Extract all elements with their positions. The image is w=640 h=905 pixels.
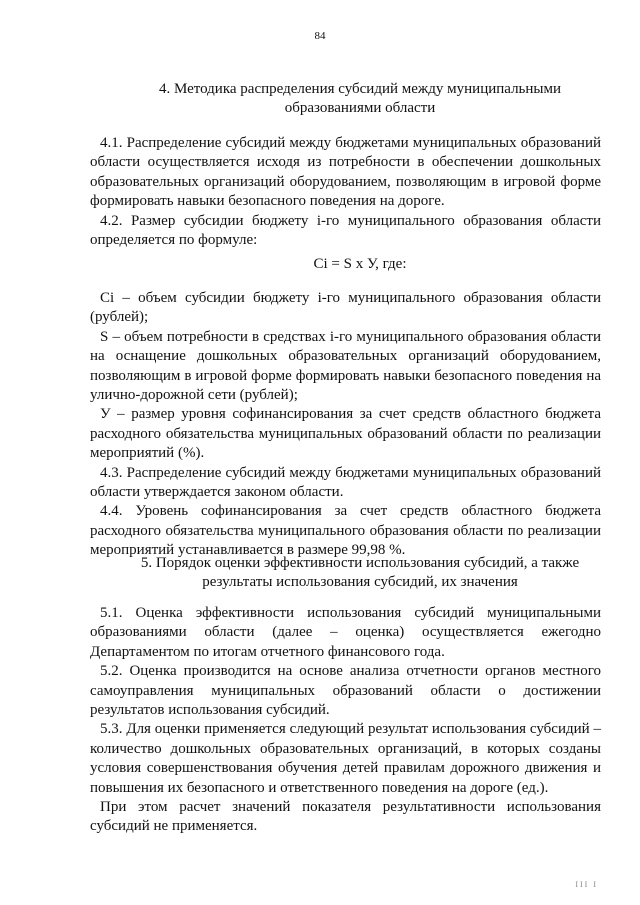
page-number: 84 — [314, 30, 326, 42]
paragraph-5-2: 5.2. Оценка производится на основе анализа отчетности органов местного самоуправления муниципальных образований области о достижении результатов использования субсидий. — [90, 663, 601, 719]
section-5-heading — [90, 554, 630, 592]
paragraph-4-2: 4.2. Размер субсидии бюджету i-го муниципального образования области определяется по формуле: — [90, 212, 601, 249]
section-4-heading-line1: 4. Методика распределения субсидий между муниципальными — [158, 81, 562, 97]
section-5-heading-line2: результаты использования субсидий, их значения — [202, 574, 518, 590]
corner-mark: III I — [575, 880, 598, 889]
definition-u: У – размер уровня софинансирования за счет средств областного бюджета расходного обязательства муниципальных образований области по реализации мероприятий (%). — [90, 406, 601, 462]
paragraph-4-1: 4.1. Распределение субсидий между бюджетами муниципальных образований области осуществляется исходя из потребности в обеспечении дошкольных образовательных организаций оборудованием, позволяющим в игровой форме формировать навыки безопасного поведения на дороге. — [90, 135, 601, 210]
definition-s: S – объем потребности в средствах i-го муниципального образования области на оснащение дошкольных образовательных организаций оборудованием, позволяющим в игровой форме формировать навыки безопасного поведения на улично-дорожной сети (рублей); — [90, 328, 601, 404]
section-5-heading-line1: 5. Порядок оценки эффективности использования субсидий, а также — [140, 555, 580, 571]
section-4-intro — [90, 134, 601, 250]
section-5-body — [90, 604, 601, 837]
paragraph-final: При этом расчет значений показателя результативности использования субсидий не применяется. — [90, 799, 601, 835]
section-4-definitions — [90, 289, 601, 561]
section-4-heading — [90, 80, 630, 118]
paragraph-4-4: 4.4. Уровень софинансирования за счет средств областного бюджета расходного обязательства муниципального образования области по реализации мероприятий устанавливается в размере 99,98 %. — [90, 503, 601, 559]
section-4-heading-line2: образованиями области — [284, 100, 436, 116]
paragraph-5-1: 5.1. Оценка эффективности использования субсидий муниципальными образованиями области (далее – оценка) осуществляется ежегодно Департаментом по итогам отчетного финансового года. — [90, 605, 601, 660]
paragraph-5-3: 5.3. Для оценки применяется следующий результат использования субсидий – количество дошкольных образовательных организаций, в которых созданы условия совершенствования обучения детей правилам дорожного движения и повышения их безопасного и ответственного поведения на дороге (ед.). — [90, 721, 601, 796]
formula: Ci = S x У, где: — [313, 256, 407, 272]
definition-ci: Ci – объем субсидии бюджету i-го муниципального образования области (рублей); — [90, 290, 601, 326]
paragraph-4-3: 4.3. Распределение субсидий между бюджетами муниципальных образований области утверждается законом области. — [90, 464, 601, 501]
